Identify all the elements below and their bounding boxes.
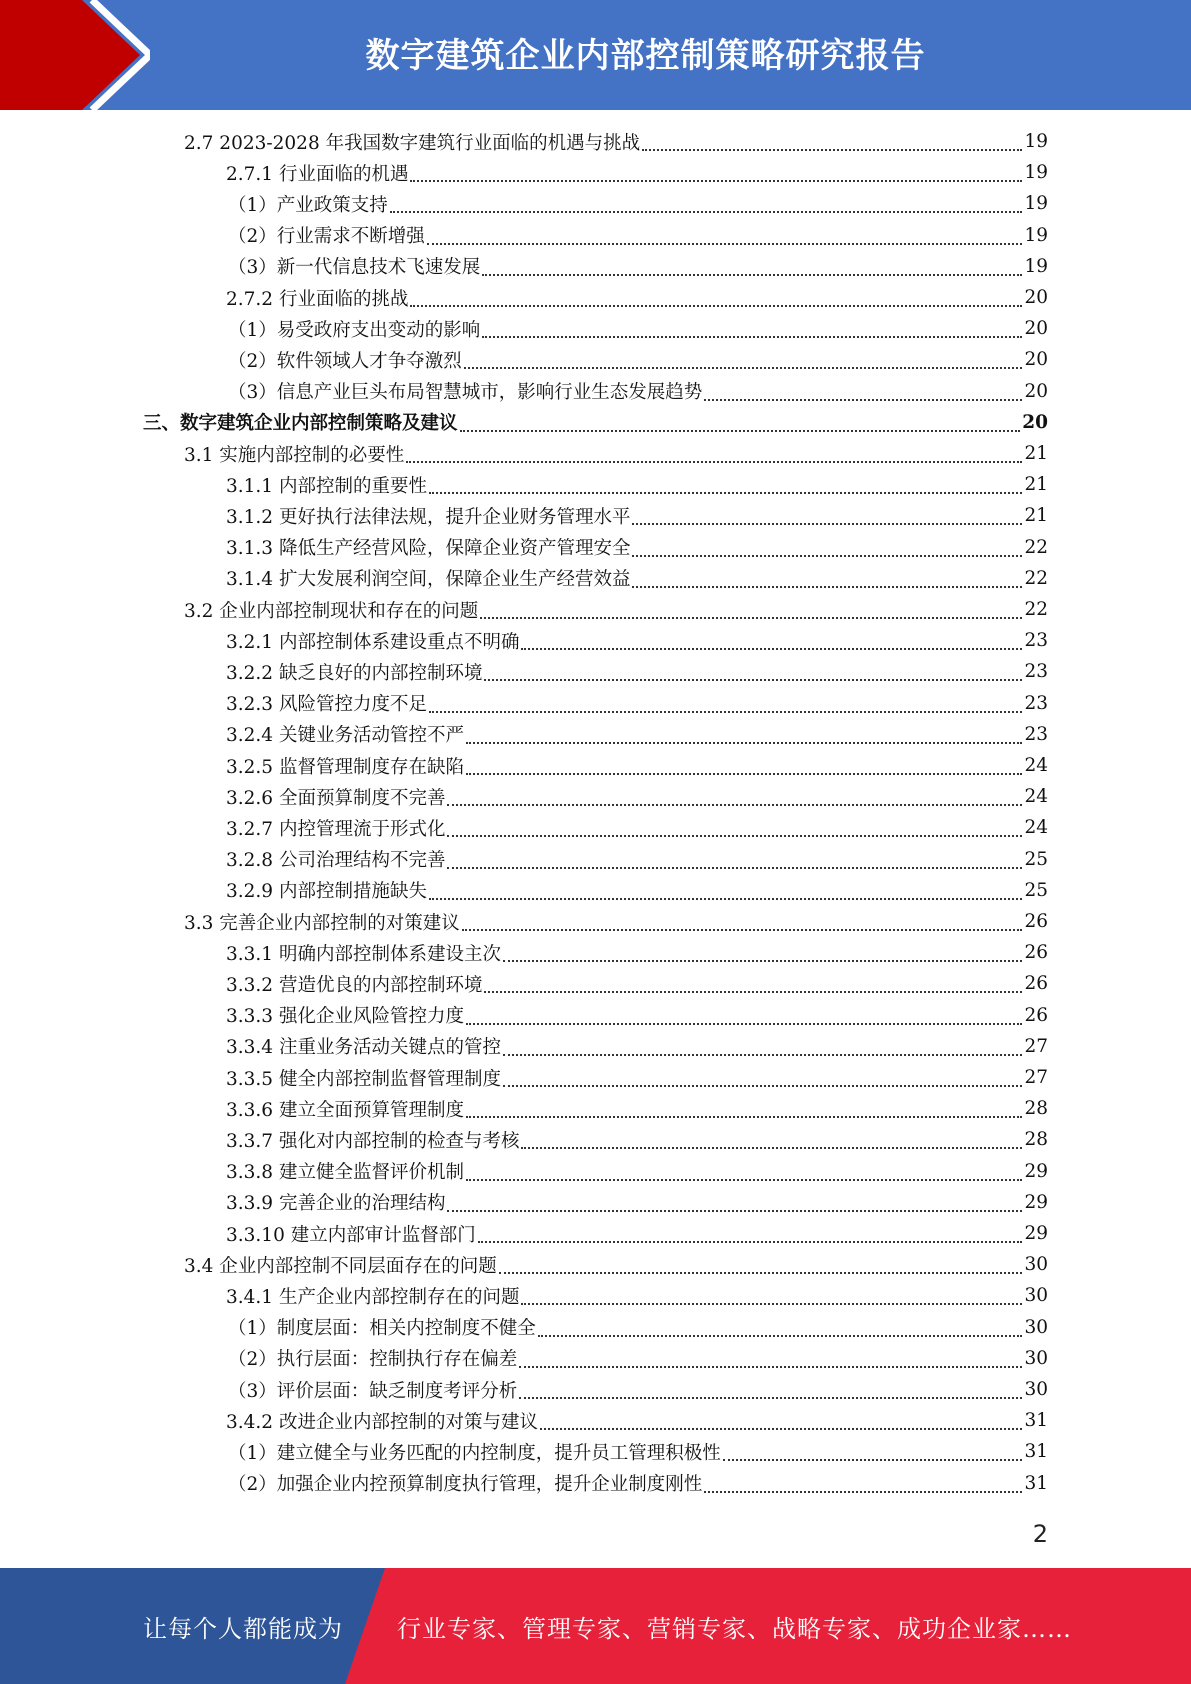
- toc-dot-leader: [484, 990, 1022, 993]
- toc-entry-page: 25: [1024, 848, 1048, 870]
- toc-entry-page: 23: [1024, 661, 1048, 683]
- toc-dot-leader: [429, 491, 1022, 494]
- header-arrow-decoration: [0, 0, 150, 110]
- toc-entry-label: 3.1.3 降低生产经营风险，保障企业资产管理安全: [226, 538, 631, 560]
- page-number: 2: [1032, 1520, 1048, 1548]
- toc-entry[interactable]: [226, 1000, 1048, 1031]
- toc-entry-label: 3.2.1 内部控制体系建设重点不明确: [226, 631, 520, 653]
- toc-entry-page: 26: [1024, 911, 1048, 932]
- toc-dot-leader: [503, 959, 1022, 962]
- toc-entry-label: （2）行业需求不断增强: [228, 226, 425, 248]
- document-title: 数字建筑企业内部控制策略研究报告: [365, 35, 926, 76]
- toc-entry[interactable]: [226, 875, 1048, 906]
- toc-entry[interactable]: [226, 469, 1048, 500]
- toc-entry-label: 3.2.5 监督管理制度存在缺陷: [226, 756, 464, 778]
- toc-dot-leader: [540, 1427, 1022, 1430]
- toc-entry-label: 3.2.6 全面预算制度不完善: [226, 787, 446, 809]
- toc-entry-label: 3.1 实施内部控制的必要性: [184, 444, 405, 466]
- toc-dot-leader: [642, 148, 1022, 151]
- toc-entry[interactable]: [226, 1093, 1048, 1124]
- toc-entry-page: 21: [1024, 505, 1048, 527]
- toc-entry-label: 3.3.6 建立全面预算管理制度: [226, 1099, 464, 1121]
- toc-entry-label: 3.3.8 建立健全监督评价机制: [226, 1162, 464, 1184]
- toc-entry-page: 19: [1024, 224, 1048, 246]
- toc-entry-label: 3.4.2 改进企业内部控制的对策与建议: [226, 1411, 538, 1433]
- toc-entry-page: 29: [1024, 1160, 1048, 1182]
- toc-entry-page: 24: [1024, 786, 1048, 808]
- toc-entry-page: 26: [1024, 973, 1048, 995]
- toc-dot-leader: [484, 678, 1022, 681]
- toc-entry-label: 3.1.1 内部控制的重要性: [226, 475, 427, 497]
- toc-entry[interactable]: [228, 1312, 1048, 1343]
- toc-entry[interactable]: [226, 656, 1048, 687]
- toc-entry-label: 3.2.9 内部控制措施缺失: [226, 881, 427, 903]
- toc-entry-label: 3.2.7 内控管理流于形式化: [226, 818, 446, 840]
- toc-entry[interactable]: [228, 188, 1048, 219]
- toc-entry-label: （3）评价层面：缺乏制度考评分析: [228, 1380, 518, 1402]
- toc-entry-label: 3.2 企业内部控制现状和存在的问题: [184, 600, 479, 622]
- toc-entry[interactable]: [184, 1249, 1048, 1280]
- toc-entry-label: 2.7.2 行业面临的挑战: [226, 288, 409, 310]
- toc-entry-page: 22: [1024, 567, 1048, 589]
- toc-entry[interactable]: [226, 157, 1048, 188]
- toc-dot-leader: [521, 1146, 1022, 1149]
- toc-entry-page: 27: [1024, 1035, 1048, 1057]
- toc-entry-label: 3.4 企业内部控制不同层面存在的问题: [184, 1255, 497, 1277]
- toc-entry-label: （2）加强企业内控预算制度执行管理，提升企业制度刚性: [228, 1474, 703, 1496]
- toc-entry-label: （2）软件领域人才争夺激烈: [228, 350, 462, 372]
- toc-entry[interactable]: [226, 812, 1048, 843]
- toc-entry[interactable]: [228, 1343, 1048, 1374]
- toc-dot-leader: [466, 1022, 1022, 1025]
- toc-entry-page: 31: [1024, 1472, 1048, 1494]
- toc-entry[interactable]: [228, 1436, 1048, 1467]
- toc-entry-page: 24: [1024, 817, 1048, 839]
- toc-entry-page: 22: [1024, 536, 1048, 558]
- toc-entry[interactable]: [226, 1405, 1048, 1436]
- toc-entry[interactable]: [226, 625, 1048, 656]
- toc-entry-label: （3）新一代信息技术飞速发展: [228, 257, 481, 279]
- toc-dot-leader: [482, 273, 1022, 276]
- toc-entry-page: 24: [1024, 755, 1048, 776]
- toc-entry-page: 30: [1024, 1285, 1048, 1307]
- toc-entry-label: （1）建立健全与业务匹配的内控制度，提升员工管理积极性: [228, 1442, 721, 1464]
- toc-entry-label: 3.3 完善企业内部控制的对策建议: [184, 912, 460, 934]
- toc-entry-page: 29: [1024, 1191, 1048, 1213]
- toc-entry-label: （1）产业政策支持: [228, 194, 388, 216]
- toc-dot-leader: [519, 1396, 1022, 1399]
- toc-dot-leader: [503, 1084, 1022, 1087]
- toc-dot-leader: [427, 242, 1023, 245]
- toc-dot-leader: [499, 1271, 1023, 1274]
- toc-entry[interactable]: [226, 1124, 1048, 1155]
- toc-entry-label: 3.2.3 风险管控力度不足: [226, 694, 427, 716]
- toc-dot-leader: [503, 1053, 1022, 1056]
- toc-entry-page: 27: [1024, 1067, 1048, 1088]
- toc-dot-leader: [480, 616, 1022, 619]
- toc-entry-page: 31: [1024, 1410, 1048, 1432]
- toc-dot-leader: [390, 210, 1023, 213]
- toc-entry-page: 20: [1024, 349, 1048, 371]
- toc-entry[interactable]: [226, 1280, 1048, 1311]
- toc-entry-page: 20: [1024, 380, 1048, 402]
- toc-dot-leader: [632, 585, 1022, 588]
- toc-dot-leader: [466, 1178, 1022, 1181]
- toc-entry-page: 20: [1024, 287, 1048, 308]
- toc-entry-label: 3.3.9 完善企业的治理结构: [226, 1193, 446, 1215]
- toc-entry-page: 23: [1024, 630, 1048, 652]
- toc-entry-page: 30: [1024, 1347, 1048, 1369]
- toc-entry-label: 2.7.1 行业面临的机遇: [226, 163, 409, 185]
- toc-entry[interactable]: [226, 937, 1048, 968]
- toc-entry[interactable]: [226, 968, 1048, 999]
- toc-dot-leader: [410, 304, 1022, 307]
- toc-dot-leader: [466, 1115, 1022, 1118]
- toc-dot-leader: [429, 897, 1022, 900]
- toc-entry-page: 19: [1024, 131, 1048, 152]
- toc-dot-leader: [460, 429, 1021, 432]
- toc-entry-page: 20: [1024, 318, 1048, 340]
- toc-entry-label: 3.3.4 注重业务活动关键点的管控: [226, 1037, 501, 1059]
- toc-dot-leader: [429, 710, 1022, 713]
- toc-entry[interactable]: [228, 1468, 1048, 1499]
- toc-dot-leader: [519, 1365, 1022, 1368]
- toc-entry-page: 21: [1024, 474, 1048, 496]
- toc-dot-leader: [521, 647, 1022, 650]
- toc-entry-label: （3）信息产业巨头布局智慧城市，影响行业生态发展趋势: [228, 382, 703, 404]
- toc-entry-page: 20: [1022, 411, 1048, 433]
- toc-entry[interactable]: [228, 376, 1048, 407]
- toc-entry[interactable]: [228, 313, 1048, 344]
- toc-entry-page: 31: [1024, 1441, 1048, 1463]
- toc-dot-leader: [447, 1209, 1022, 1212]
- toc-dot-leader: [410, 179, 1022, 182]
- toc-entry[interactable]: [226, 719, 1048, 750]
- toc-dot-leader: [447, 834, 1022, 837]
- toc-dot-leader: [466, 772, 1022, 775]
- toc-entry-page: 19: [1024, 193, 1048, 215]
- toc-entry[interactable]: [226, 688, 1048, 719]
- toc-entry[interactable]: [226, 1218, 1048, 1249]
- toc-entry-label: 3.4.1 生产企业内部控制存在的问题: [226, 1286, 520, 1308]
- toc-entry[interactable]: [226, 1187, 1048, 1218]
- toc-dot-leader: [521, 1302, 1022, 1305]
- toc-entry-label: 3.2.8 公司治理结构不完善: [226, 850, 446, 872]
- toc-entry-label: 3.3.2 营造优良的内部控制环境: [226, 974, 483, 996]
- toc-entry-page: 26: [1024, 942, 1048, 964]
- toc-entry-page: 28: [1024, 1098, 1048, 1120]
- toc-entry-page: 25: [1024, 879, 1048, 901]
- toc-entry-page: 21: [1024, 443, 1048, 464]
- toc-entry[interactable]: [143, 407, 1048, 438]
- toc-entry-page: 30: [1024, 1316, 1048, 1338]
- toc-dot-leader: [632, 554, 1022, 557]
- toc-entry[interactable]: [228, 251, 1048, 282]
- toc-entry[interactable]: [228, 220, 1048, 251]
- toc-dot-leader: [704, 398, 1022, 401]
- toc-entry-page: 19: [1024, 162, 1048, 184]
- toc-entry-page: 23: [1024, 723, 1048, 745]
- toc-entry[interactable]: [226, 500, 1048, 531]
- toc-entry-label: （2）执行层面：控制执行存在偏差: [228, 1349, 518, 1371]
- header-bar: [0, 0, 1191, 110]
- toc-entry-page: 28: [1024, 1129, 1048, 1151]
- toc-dot-leader: [406, 460, 1022, 463]
- toc-entry-page: 29: [1024, 1223, 1048, 1244]
- toc-entry-label: （1）易受政府支出变动的影响: [228, 319, 481, 341]
- toc-entry-page: 23: [1024, 692, 1048, 714]
- toc-entry-label: 三、数字建筑企业内部控制策略及建议: [143, 413, 458, 435]
- toc-entry[interactable]: [184, 126, 1048, 157]
- toc-entry[interactable]: [228, 1374, 1048, 1405]
- toc-dot-leader: [723, 1458, 1023, 1461]
- toc-entry-label: （1）制度层面：相关内控制度不健全: [228, 1318, 536, 1340]
- toc-entry[interactable]: [226, 1031, 1048, 1062]
- toc-entry-label: 3.1.2 更好执行法律法规，提升企业财务管理水平: [226, 506, 631, 528]
- toc-entry-page: 19: [1024, 255, 1048, 277]
- toc-dot-leader: [464, 366, 1023, 369]
- toc-entry[interactable]: [226, 844, 1048, 875]
- toc-entry[interactable]: [226, 781, 1048, 812]
- footer-banner: [0, 1568, 1191, 1684]
- toc-dot-leader: [462, 928, 1023, 931]
- toc-entry-page: 30: [1024, 1379, 1048, 1400]
- toc-dot-leader: [482, 335, 1022, 338]
- toc-dot-leader: [447, 866, 1022, 869]
- toc-entry-label: 3.2.2 缺乏良好的内部控制环境: [226, 662, 483, 684]
- toc-dot-leader: [632, 522, 1022, 525]
- toc-entry-page: 30: [1024, 1254, 1048, 1276]
- toc-entry-label: 3.3.5 健全内部控制监督管理制度: [226, 1068, 501, 1090]
- toc-entry[interactable]: [228, 344, 1048, 375]
- toc-entry-page: 22: [1024, 599, 1048, 620]
- toc-dot-leader: [478, 1240, 1023, 1243]
- toc-entry[interactable]: [184, 438, 1048, 469]
- toc-entry[interactable]: [226, 532, 1048, 563]
- footer-slogan-right: 行业专家、管理专家、营销专家、战略专家、成功企业家……: [397, 1614, 1072, 1643]
- toc-dot-leader: [447, 803, 1022, 806]
- toc-entry[interactable]: [226, 750, 1048, 781]
- toc-entry[interactable]: [226, 563, 1048, 594]
- toc-entry-label: 3.1.4 扩大发展利润空间，保障企业生产经营效益: [226, 569, 631, 591]
- toc-entry-page: 26: [1024, 1004, 1048, 1026]
- toc-entry-label: 2.7 2023-2028 年我国数字建筑行业面临的机遇与挑战: [184, 132, 641, 154]
- toc-entry-label: 3.3.10 建立内部审计监督部门: [226, 1224, 476, 1246]
- toc-entry[interactable]: [226, 1156, 1048, 1187]
- toc-entry-label: 3.2.4 关键业务活动管控不严: [226, 725, 464, 747]
- toc-entry[interactable]: [226, 282, 1048, 313]
- toc-dot-leader: [704, 1490, 1022, 1493]
- toc-dot-leader: [538, 1334, 1023, 1337]
- toc-entry-label: 3.3.7 强化对内部控制的检查与考核: [226, 1130, 520, 1152]
- toc-entry[interactable]: [226, 1062, 1048, 1093]
- toc-entry[interactable]: [184, 594, 1048, 625]
- toc-entry[interactable]: [184, 906, 1048, 937]
- toc-dot-leader: [466, 741, 1022, 744]
- footer-slogan-left: 让每个人都能成为: [143, 1614, 343, 1643]
- toc-entry-label: 3.3.1 明确内部控制体系建设主次: [226, 943, 501, 965]
- toc-entry-label: 3.3.3 强化企业风险管控力度: [226, 1006, 464, 1028]
